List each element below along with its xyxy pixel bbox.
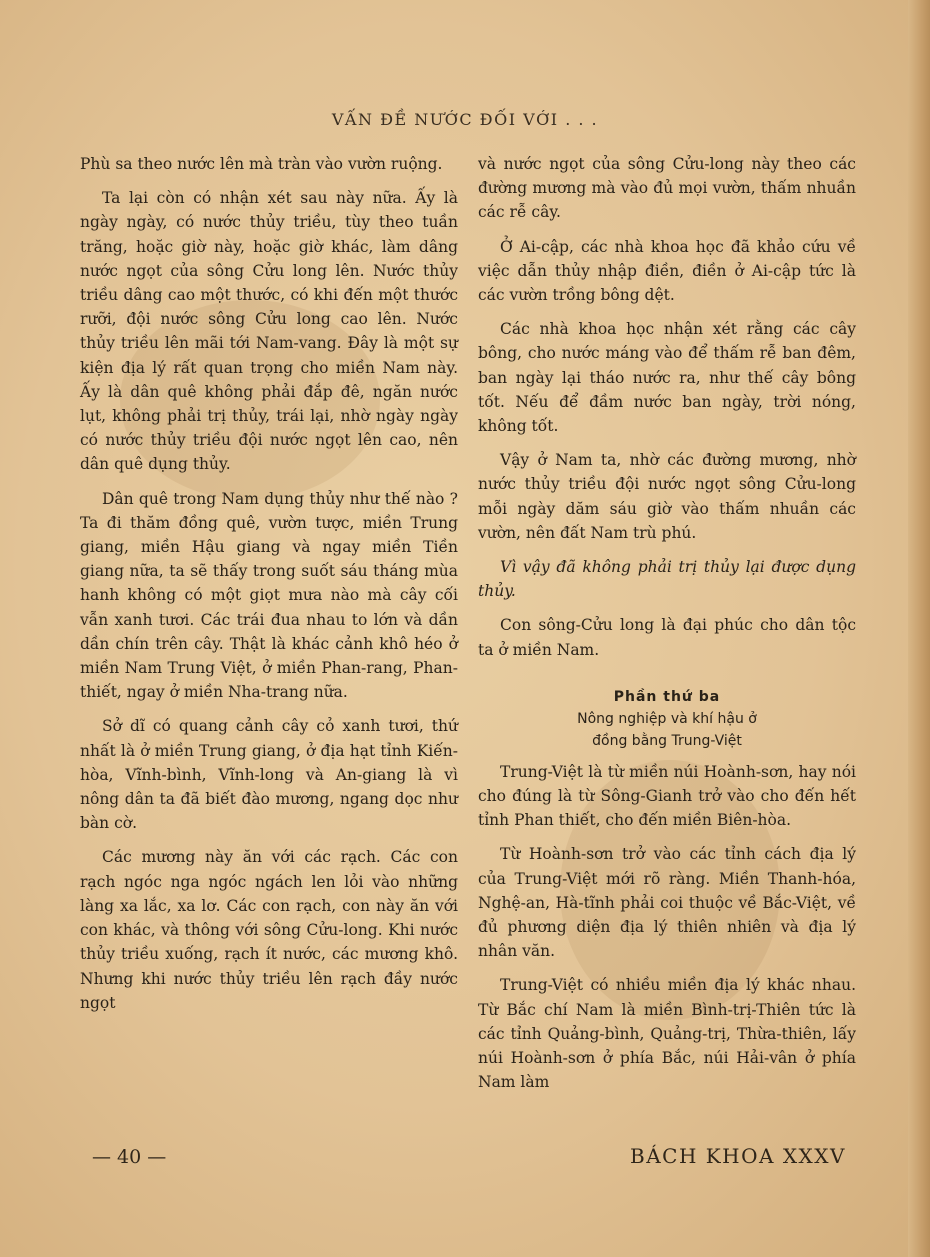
section-subtitle-line1: Nông nghiệp và khí hậu ở [577,710,757,727]
left-column [80,152,458,1025]
paragraph: Các nhà khoa học nhận xét rằng các cây bông, cho nước máng vào để thấm rễ ban đêm, ban ngày lại tháo nước ra, như thế cây bông tốt. Nếu để đầm nước ban ngày, trời nóng, không tốt. [478,320,856,436]
section-title: Phần thứ ba [613,688,721,705]
paragraph: Phù sa theo nước lên mà tràn vào vườn ruộng. [80,155,443,173]
paragraph: Ta lại còn có nhận xét sau này nữa. Ấy là ngày ngày, có nước thủy triều, tùy theo tuần trăng, hoặc giờ này, hoặc giờ khác, làm dâng nước ngọt của sông Cửu long lên. Nước thủy triều dâng cao một thước, có khi đến một thước rưỡi, đội nước sông Cửu long cao lên. Nước thủy triều lên mãi tới Nam-vang. Đây là một sự kiện địa lý rất quan trọng cho miền Nam này. Ấy là dân quê không phải đắp đê, ngăn nước lụt, không phải trị thủy, trái lại, nhờ ngày ngày có nước thủy triều đội nước ngọt lên cao, nên dân quê dụng thủy. [80,189,458,474]
paragraph: Từ Hoành-sơn trở vào các tỉnh cách địa lý của Trung-Việt mới rõ ràng. Miền Thanh-hóa, Nghệ-an, Hà-tĩnh phải coi thuộc về Bắc-Việt, về đủ phương diện địa lý thiên nhiên và địa lý nhân văn. [478,845,856,961]
paragraph: Vì vậy đã không phải trị thủy lại được dụng thủy. [478,558,856,601]
paragraph: Con sông-Cửu long là đại phúc cho dân tộc ta ở miền Nam. [478,616,856,659]
paragraph: Sở dĩ có quang cảnh cây cỏ xanh tươi, thứ nhất là ở miền Trung giang, ở địa hạt tỉnh Kiến-hòa, Vĩnh-bình, Vĩnh-long và An-giang là vì nông dân ta đã biết đào mương, ngang dọc như bàn cờ. [80,717,458,833]
page-number: — 40 — [92,1146,167,1168]
magazine-name: BÁCH KHOA XXXV [630,1144,846,1168]
paragraph: Các mương này ăn với các rạch. Các con rạch ngóc nga ngóc ngách len lỏi vào những làng xa lắc, xa lơ. Các con rạch, con này ăn với con khác, và thông với sông Cửu-long. Khi nước thủy triều xuống, rạch ít nước, các mương khô. Nhưng khi nước thủy triều lên rạch đầy nước ngọt [80,848,458,1012]
section-heading [478,686,856,752]
paragraph: Trung-Việt có nhiều miền địa lý khác nhau. Từ Bắc chí Nam là miền Bình-trị-Thiên tức là các tỉnh Quảng-bình, Quảng-trị, Thừa-thiên, lấy núi Hoành-sơn ở phía Bắc, núi Hải-vân ở phía Nam làm [478,976,856,1092]
paragraph: Ở Ai-cập, các nhà khoa học đã khảo cứu về việc dẫn thủy nhập điền, điền ở Ai-cập tức là các vườn trồng bông dệt. [478,237,856,305]
page-edge [908,0,930,1257]
section-subtitle-line2: đồng bằng Trung-Việt [592,732,742,749]
right-column [478,152,856,1105]
paragraph: Vậy ở Nam ta, nhờ các đường mương, nhờ nước thủy triều đội nước ngọt sông Cửu-long mỗi ngày dăm sáu giờ vào thấm nhuần các vườn, nên đất Nam trù phú. [478,451,856,542]
paragraph: Trung-Việt là từ miền núi Hoành-sơn, hay nói cho đúng là từ Sông-Gianh trở vào cho đến hết tỉnh Phan thiết, cho đến miền Biên-hòa. [478,762,856,830]
paragraph: Dân quê trong Nam dụng thủy như thế nào ? Ta đi thăm đồng quê, vườn tược, miền Trung giang, miền Hậu giang và ngay miền Tiền giang nữa, ta sẽ thấy trong suốt sáu tháng mùa hanh không có một giọt mưa nào mà cây cối vẫn xanh tươi. Các trái đua nhau to lớn và dần dần chín trên cây. Thật là khác cảnh khô héo ở miền Nam Trung Việt, ở miền Phan-rang, Phan-thiết, ngay ở miền Nha-trang nữa. [80,489,458,702]
running-header: VẤN ĐỀ NƯỚC ĐỐI VỚI . . . [331,110,599,129]
paragraph: và nước ngọt của sông Cửu-long này theo các đường mương mà vào đủ mọi vườn, thấm nhuần các rễ cây. [478,155,856,222]
